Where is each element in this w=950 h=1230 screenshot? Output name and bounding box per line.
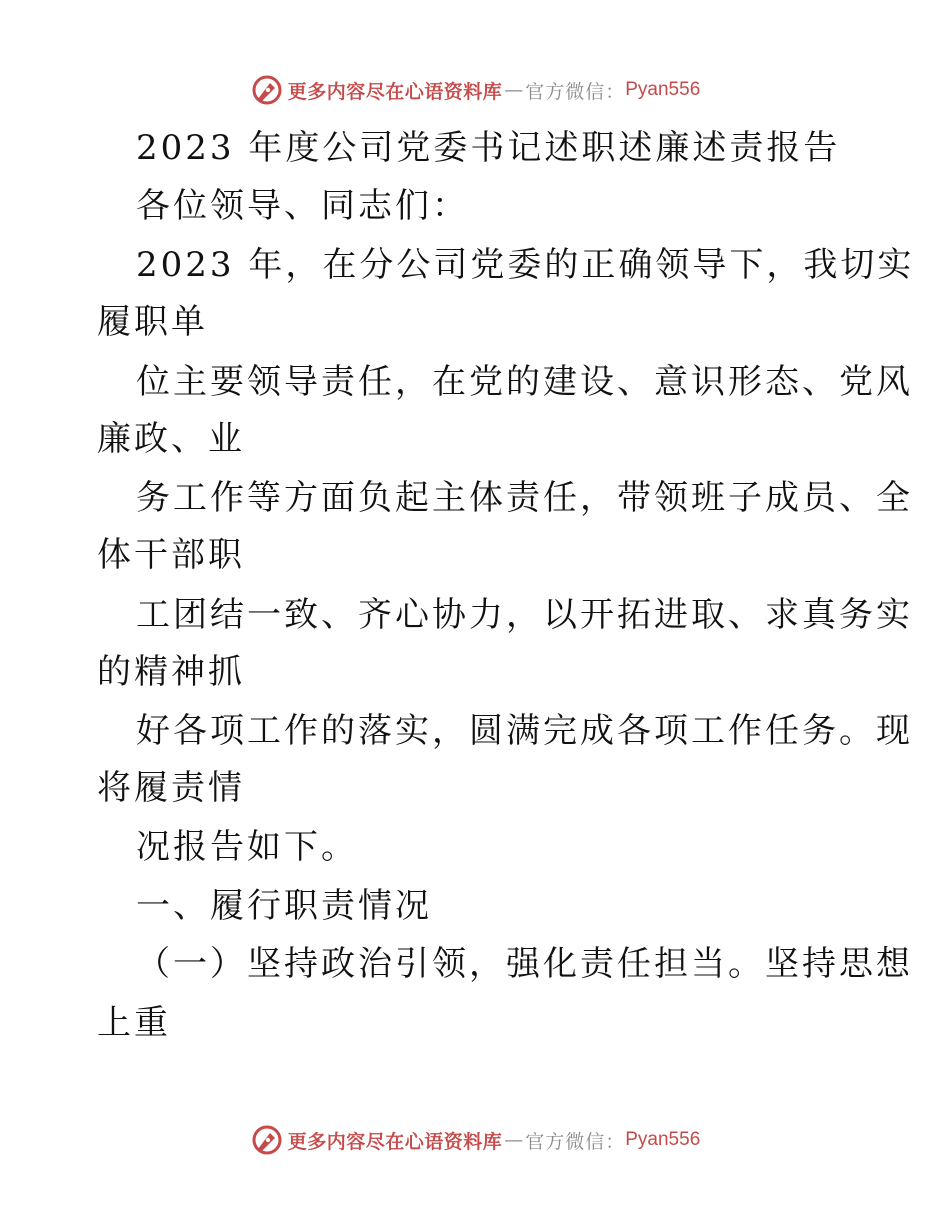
text-line: （一）坚持政治引领，强化责任担当。坚持思想 xyxy=(136,944,913,984)
document-title: 2023 年度公司党委书记述职述廉述责报告 xyxy=(136,128,841,168)
text-line: 上重 xyxy=(97,1003,171,1043)
watermark-wechat-id: Pyan556 xyxy=(625,1129,701,1150)
watermark-wechat-id: Pyan556 xyxy=(625,79,701,100)
pen-nib-circle-icon xyxy=(250,73,284,107)
text-line: 体干部职 xyxy=(97,535,245,575)
text-line: 况报告如下。 xyxy=(136,827,358,867)
watermark-label: 官方微信： xyxy=(525,80,626,103)
text-line: 好各项工作的落实，圆满完成各项工作任务。现 xyxy=(136,711,913,751)
watermark-separator: — xyxy=(504,79,524,101)
watermark-label: 官方微信： xyxy=(525,1130,626,1153)
footer-watermark xyxy=(0,1120,950,1160)
text-line: 务工作等方面负起主体责任，带领班子成员、全 xyxy=(136,478,913,518)
header-watermark xyxy=(0,70,950,110)
salutation: 各位领导、同志们： xyxy=(136,186,469,226)
watermark-separator: — xyxy=(504,1129,524,1151)
section-heading: 一、履行职责情况 xyxy=(136,886,432,926)
watermark-brand: 更多内容尽在心语资料库 xyxy=(287,80,503,103)
watermark-brand: 更多内容尽在心语资料库 xyxy=(287,1130,503,1153)
text-line: 工团结一致、齐心协力，以开拓进取、求真务实 xyxy=(136,595,913,635)
text-line: 位主要领导责任，在党的建设、意识形态、党风 xyxy=(136,362,913,402)
text-line: 将履责情 xyxy=(97,768,245,808)
text-line: 2023 年，在分公司党委的正确领导下，我切实 xyxy=(136,245,915,285)
text-line: 履职单 xyxy=(97,302,208,342)
text-line: 的精神抓 xyxy=(97,652,245,692)
text-line: 廉政、业 xyxy=(97,419,245,459)
pen-nib-circle-icon xyxy=(250,1123,284,1157)
